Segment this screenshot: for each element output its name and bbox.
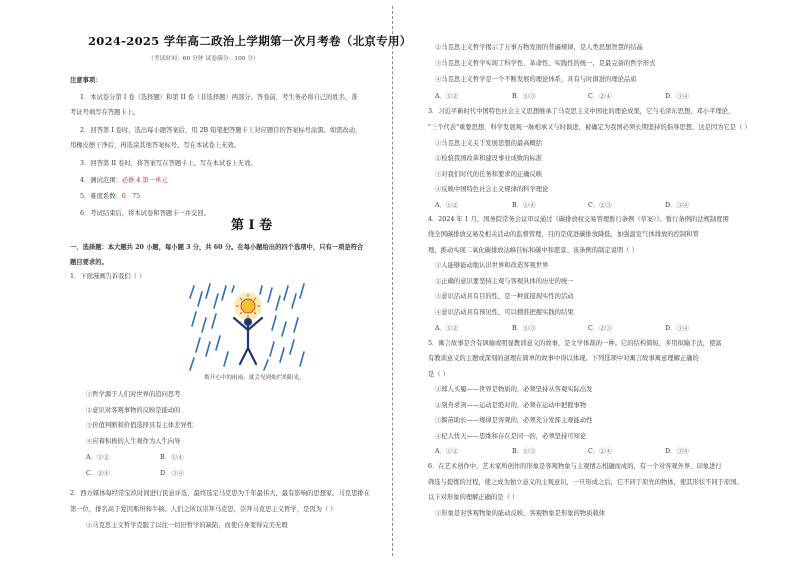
q6-stem-line-1: 6．在艺术创作中，艺术家所创作的形象是客观物象与主观情志相融而成的，有一个对客观外界、印象进行	[428, 463, 722, 470]
q4-answer-c: C．②③	[588, 325, 612, 332]
q1-option-1: ①哲学源于人们对世界的追问思考	[86, 391, 181, 398]
q2-answer-c: C．②④	[588, 93, 612, 100]
q1-option-3: ③价值判断和价值选择具有主体差异性	[86, 422, 194, 429]
q5-option-4: ④杞人忧天——思维和存在是同一的，必须坚持可知论	[435, 433, 587, 440]
q2-answer-b: B．①③	[512, 93, 536, 100]
q2-answer-d: D．③④	[665, 93, 689, 100]
binding-line	[392, 6, 393, 556]
q1-answer-b: B．①④	[160, 454, 184, 461]
q4-answer-d: D．③④	[665, 325, 689, 332]
q4-stem-line-1: 4．2024 年 1 月，国务院常务会议审议通过《碳排放权交易管理暂行条例（草案）》。暂行条例的法规制度围	[428, 216, 729, 223]
notes-heading: 注意事项：	[70, 77, 102, 84]
note-line-3: 2．回答第 I 卷时，选出每小题答案后，用 2B 铅笔把答题卡上对应题目的答案标号涂黑。如需改动，	[80, 127, 362, 134]
section-instruction-2: 题目要求的。	[70, 259, 108, 266]
q3-option-3: ③对我们时代的任务和要求的正确反映	[435, 171, 543, 178]
q6-stem-line-3: 以下对形象的理解正确的是（ ）	[428, 494, 519, 501]
man-in-rain-with-sun-illustration	[188, 282, 308, 372]
q5-answer-a: A．①②	[435, 448, 459, 455]
q6-stem-line-2: 筛选与提炼的过程，使之成为独立意义的主观意识，一旦形成之后，它不同于原先的物体，使其形状不同于原国。	[428, 479, 743, 486]
q2-option-2: ②马克思主义哲学揭示了万事万物发展的普遍规律，是人类思想智慧的结晶	[435, 44, 643, 51]
q1-stem: 1．下面漫画告诉我们（ ）	[70, 273, 146, 280]
q1-answer-d: D．③④	[160, 470, 184, 477]
q5-option-1: ①郑人买履——世界是物质的，必须坚持从客观实际出发	[435, 386, 593, 393]
section-instruction-1: 一、选择题：本大题共 20 小题，每小题 3 分，共 60 分。在每小题给出的四个选项中，只有一项是符合	[70, 244, 364, 251]
q5-option-2: ②刻舟求剑——运动是绝对的，必须在运动中把握事物	[435, 402, 587, 409]
scope-value: 必修 4 第一单元	[121, 177, 168, 184]
q3-option-2: ②检验我国改革和建设事业成败的标准	[435, 155, 543, 162]
section-title: 第 I 卷	[231, 218, 273, 233]
note-line-6	[80, 177, 168, 185]
q4-option-3: ③意识活动具有目的性，是一种直接现实性的活动	[435, 293, 574, 300]
q4-option-2: ②正确的意识要坚持主观与客观具体的历史的统一	[435, 278, 574, 285]
q5-answer-b: B．①③	[512, 448, 536, 455]
q4-answer-a: A．①②	[435, 325, 459, 332]
q2-option-4: ④马克思主义哲学是一个不断发展的理论体系，具有与时俱进的理论品质	[435, 76, 637, 83]
q4-option-1: ①人能够能动地认识世界和改造客观世界	[435, 262, 549, 269]
q3-stem-line-1: 3．习近平新时代中国特色社会主义思想继承了马克思主义中国化的理论成果，它与毛泽东思想、邓小平理论、	[428, 108, 735, 115]
q5-stem-line-3: 是（ ）	[428, 371, 449, 378]
q4-answer-b: B．①③	[512, 325, 536, 332]
q3-option-1: ①马克思主义关于发展思想的最高概括	[435, 140, 543, 147]
q4-stem-line-3: 理，推动实现二氧化碳排放达峰目标和碳中和愿景。该条例的制定说明（ ）	[428, 247, 638, 254]
q3-answer-d: D．③④	[665, 202, 689, 209]
q4-option-4: ④意识活动具有预见性，可以精准把握实践的结果	[435, 309, 574, 316]
q3-answer-a: A．①②	[435, 202, 459, 209]
difficulty-value: 0．75	[121, 193, 141, 200]
note-line-7	[80, 193, 140, 201]
q5-answer-d: D．③④	[665, 448, 689, 455]
note-line-1: 1．本试卷分第 I 卷（选择题）和第 II 卷（非选择题）两部分。答卷前，考生务必将自己的姓名、准	[80, 94, 358, 101]
q3-answer-b: B．①④	[512, 202, 536, 209]
q2-stem-line-1: 2．西方媒体每经常宝玖时间进行民意评选，最终选定马克思为千年最伟大，最有影响的思想家。马克思排在	[70, 490, 370, 497]
q1-answer-c: C．②④	[86, 470, 110, 477]
note-line-2: 考证号填写在答题卡上。	[70, 109, 140, 116]
q5-option-3: ③揠苗助长——规律是客观的，必须充分发挥主观能动性	[435, 417, 593, 424]
q2-answer-a: A．①②	[435, 93, 459, 100]
note-line-5: 3．回答第 II 卷时，将答案写在答题卡上。写在本试卷上无效。	[80, 160, 257, 167]
q1-option-2: ②意识对客观事物的反映是能动的	[86, 407, 181, 414]
q1-option-4: ④应着积极的人生观作为人生向导	[86, 438, 181, 445]
scope-label: 4．测试范围：	[80, 177, 122, 184]
difficulty-label: 5．难度系数：	[80, 193, 122, 200]
q3-option-4: ④反映中国特色社会主义规律的科学理论	[435, 186, 549, 193]
exam-info: （考试时间：60 分钟 试卷满分：100 分）	[148, 56, 259, 62]
q5-stem-line-1: 5．寓言故事是含有讽喻或明显教训意义的故事，是文学体裁的一种。它的结构简短，多用拟喻手法，使富	[428, 340, 722, 347]
q1-answer-a: A．①②	[86, 454, 110, 461]
q3-stem-line-2: "三个代表"重要思想、科学发展观一脉相承又与时俱进，被确定为我国必须长期坚持的指导思想，这是因为它是（ ）	[428, 124, 751, 131]
exam-title: 2024-2025 学年高二政治上学期第一次月考卷（北京专用）	[88, 34, 412, 48]
q2-stem-line-2: 第一位，排名高于爱因斯坦和牛顿。人们之所以崇拜马克思，崇拜马克思主义哲学，是因为（ ）	[70, 506, 337, 513]
q5-answer-c: C．②④	[588, 448, 612, 455]
q4-stem-line-2: 绕全国碳排放交易及相关活动的监督管理，目的是促进碳排放降低，加强温室气体排放的控制和管	[428, 231, 699, 238]
note-line-4: 用橡皮擦干净后，再选涂其他答案标号。写在本试卷上无效。	[70, 142, 241, 149]
note-line-8: 6．考试结束后，将本试卷和答题卡一并交回。	[80, 210, 210, 217]
q3-answer-c: C．②③	[588, 202, 612, 209]
q6-option-1: ①形象是对客观物象的能动反映，客观物象是形象的物质载体	[435, 510, 606, 517]
q5-stem-line-2: 有教训意义的主题或深刻的道理在简单的故事中得以体现。下列选项中对寓言故事寓意理解正确的	[428, 355, 699, 362]
q2-option-3: ③马克思主义哲学实现了科学性、革命性、实践性的统一，是最完备的哲学形式	[435, 60, 656, 67]
q1-caption: 拨开心中的雨雨，就会见到灿烂的阳光。	[204, 375, 305, 381]
q2-option-1: ①马克思主义哲学克服了以往一切旧哲学的缺陷，而使自身变得完美无瑕	[86, 522, 288, 529]
